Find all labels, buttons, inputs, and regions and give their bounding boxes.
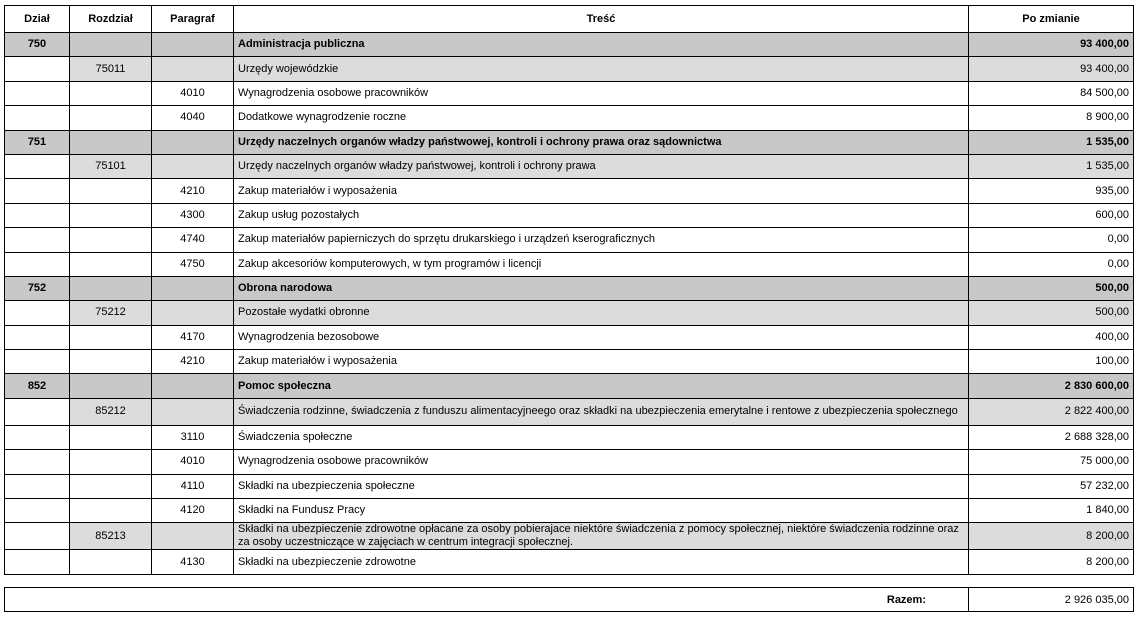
dzial-cell bbox=[5, 425, 70, 449]
budget-table bbox=[4, 5, 1134, 575]
dzial-cell bbox=[5, 474, 70, 498]
tresc-cell: Świadczenia społeczne bbox=[234, 425, 969, 449]
paragraf-cell: 4750 bbox=[152, 252, 234, 276]
paragraf-cell: 4110 bbox=[152, 474, 234, 498]
tresc-cell: Składki na ubezpieczenie zdrowotne opłacane za osoby pobierajace niektóre świadczenia z pomocy społecznej, niektóre świadczenia rodzinne oraz za osoby uczestniczące w zajęciach w centrum integracji społecznej. bbox=[234, 523, 969, 550]
rozdzial-cell: 75212 bbox=[70, 301, 152, 325]
tresc-cell: Zakup materiałów papierniczych do sprzętu drukarskiego i urządzeń kserograficznych bbox=[234, 228, 969, 252]
dzial-cell: 750 bbox=[5, 33, 70, 57]
paragraf-cell bbox=[152, 301, 234, 325]
dzial-cell bbox=[5, 499, 70, 523]
rozdzial-row bbox=[5, 57, 1134, 81]
dzial-row bbox=[5, 130, 1134, 154]
po-zmianie-cell: 93 400,00 bbox=[969, 33, 1134, 57]
paragraf-cell bbox=[152, 374, 234, 398]
dzial-cell bbox=[5, 203, 70, 227]
po-zmianie-cell: 2 688 328,00 bbox=[969, 425, 1134, 449]
paragraf-row bbox=[5, 450, 1134, 474]
tresc-cell: Dodatkowe wynagrodzenie roczne bbox=[234, 106, 969, 130]
rozdzial-cell bbox=[70, 325, 152, 349]
rozdzial-cell bbox=[70, 499, 152, 523]
po-zmianie-cell: 8 200,00 bbox=[969, 523, 1134, 550]
dzial-cell bbox=[5, 81, 70, 105]
table-body bbox=[5, 33, 1134, 575]
rozdzial-cell: 75101 bbox=[70, 154, 152, 178]
paragraf-row bbox=[5, 474, 1134, 498]
po-zmianie-cell: 935,00 bbox=[969, 179, 1134, 203]
rozdzial-row bbox=[5, 398, 1134, 425]
po-zmianie-cell: 1 535,00 bbox=[969, 130, 1134, 154]
rozdzial-cell bbox=[70, 81, 152, 105]
rozdzial-cell bbox=[70, 474, 152, 498]
rozdzial-cell bbox=[70, 450, 152, 474]
tresc-cell: Zakup akcesoriów komputerowych, w tym programów i licencji bbox=[234, 252, 969, 276]
tresc-cell: Zakup usług pozostałych bbox=[234, 203, 969, 227]
rozdzial-cell: 85213 bbox=[70, 523, 152, 550]
tresc-cell: Pomoc społeczna bbox=[234, 374, 969, 398]
rozdzial-row bbox=[5, 154, 1134, 178]
po-zmianie-cell: 1 840,00 bbox=[969, 499, 1134, 523]
dzial-row bbox=[5, 276, 1134, 300]
tresc-cell: Zakup materiałów i wyposażenia bbox=[234, 350, 969, 374]
tresc-cell: Składki na ubezpieczenia społeczne bbox=[234, 474, 969, 498]
paragraf-cell: 4010 bbox=[152, 81, 234, 105]
tresc-cell: Administracja publiczna bbox=[234, 33, 969, 57]
po-zmianie-cell: 100,00 bbox=[969, 350, 1134, 374]
dzial-cell bbox=[5, 523, 70, 550]
po-zmianie-cell: 1 535,00 bbox=[969, 154, 1134, 178]
total-row bbox=[5, 588, 1134, 612]
paragraf-cell bbox=[152, 276, 234, 300]
paragraf-cell: 4120 bbox=[152, 499, 234, 523]
header-row bbox=[5, 6, 1134, 33]
paragraf-row bbox=[5, 203, 1134, 227]
paragraf-row bbox=[5, 81, 1134, 105]
po-zmianie-cell: 0,00 bbox=[969, 228, 1134, 252]
paragraf-cell: 4170 bbox=[152, 325, 234, 349]
po-zmianie-cell: 500,00 bbox=[969, 301, 1134, 325]
total-table bbox=[4, 587, 1134, 612]
paragraf-cell bbox=[152, 57, 234, 81]
po-zmianie-cell: 600,00 bbox=[969, 203, 1134, 227]
rozdzial-cell bbox=[70, 374, 152, 398]
rozdzial-cell bbox=[70, 252, 152, 276]
dzial-cell bbox=[5, 179, 70, 203]
dzial-cell bbox=[5, 301, 70, 325]
tresc-cell: Świadczenia rodzinne, świadczenia z funduszu alimentacyjneego oraz składki na ubezpieczenia emerytalne i rentowe z ubezpieczenia społecznego bbox=[234, 398, 969, 425]
tresc-cell: Wynagrodzenia osobowe pracowników bbox=[234, 450, 969, 474]
rozdzial-row bbox=[5, 523, 1134, 550]
dzial-row bbox=[5, 374, 1134, 398]
dzial-cell: 751 bbox=[5, 130, 70, 154]
rozdzial-cell bbox=[70, 203, 152, 227]
column-header-tresc: Treść bbox=[234, 6, 969, 33]
paragraf-cell bbox=[152, 130, 234, 154]
tresc-cell: Wynagrodzenia bezosobowe bbox=[234, 325, 969, 349]
paragraf-cell bbox=[152, 523, 234, 550]
dzial-cell bbox=[5, 154, 70, 178]
dzial-cell: 752 bbox=[5, 276, 70, 300]
paragraf-cell: 4010 bbox=[152, 450, 234, 474]
po-zmianie-cell: 8 200,00 bbox=[969, 550, 1134, 574]
rozdzial-cell bbox=[70, 276, 152, 300]
dzial-cell bbox=[5, 450, 70, 474]
rozdzial-cell: 75011 bbox=[70, 57, 152, 81]
po-zmianie-cell: 2 822 400,00 bbox=[969, 398, 1134, 425]
column-header-dzial: Dział bbox=[5, 6, 70, 33]
po-zmianie-cell: 75 000,00 bbox=[969, 450, 1134, 474]
paragraf-row bbox=[5, 252, 1134, 276]
column-header-paragraf: Paragraf bbox=[152, 6, 234, 33]
rozdzial-cell bbox=[70, 179, 152, 203]
tresc-cell: Składki na Fundusz Pracy bbox=[234, 499, 969, 523]
paragraf-cell: 3110 bbox=[152, 425, 234, 449]
rozdzial-cell bbox=[70, 425, 152, 449]
tresc-cell: Składki na ubezpieczenie zdrowotne bbox=[234, 550, 969, 574]
dzial-cell: 852 bbox=[5, 374, 70, 398]
tresc-cell: Pozostałe wydatki obronne bbox=[234, 301, 969, 325]
rozdzial-cell bbox=[70, 350, 152, 374]
paragraf-row bbox=[5, 499, 1134, 523]
paragraf-cell: 4210 bbox=[152, 179, 234, 203]
tresc-cell: Zakup materiałów i wyposażenia bbox=[234, 179, 969, 203]
paragraf-cell: 4300 bbox=[152, 203, 234, 227]
paragraf-row bbox=[5, 228, 1134, 252]
dzial-row bbox=[5, 33, 1134, 57]
tresc-cell: Urzędy naczelnych organów władzy państwowej, kontroli i ochrony prawa bbox=[234, 154, 969, 178]
total-label: Razem: bbox=[5, 588, 969, 612]
rozdzial-cell bbox=[70, 106, 152, 130]
po-zmianie-cell: 93 400,00 bbox=[969, 57, 1134, 81]
rozdzial-cell bbox=[70, 33, 152, 57]
paragraf-row bbox=[5, 179, 1134, 203]
rozdzial-cell bbox=[70, 550, 152, 574]
paragraf-row bbox=[5, 425, 1134, 449]
tresc-cell: Urzędy naczelnych organów władzy państwowej, kontroli i ochrony prawa oraz sądownictwa bbox=[234, 130, 969, 154]
tresc-cell: Urzędy wojewódzkie bbox=[234, 57, 969, 81]
paragraf-cell: 4740 bbox=[152, 228, 234, 252]
column-header-rozdzial: Rozdział bbox=[70, 6, 152, 33]
po-zmianie-cell: 2 830 600,00 bbox=[969, 374, 1134, 398]
dzial-cell bbox=[5, 398, 70, 425]
po-zmianie-cell: 400,00 bbox=[969, 325, 1134, 349]
paragraf-cell: 4040 bbox=[152, 106, 234, 130]
paragraf-row bbox=[5, 350, 1134, 374]
dzial-cell bbox=[5, 325, 70, 349]
paragraf-cell bbox=[152, 398, 234, 425]
paragraf-cell: 4130 bbox=[152, 550, 234, 574]
dzial-cell bbox=[5, 106, 70, 130]
po-zmianie-cell: 500,00 bbox=[969, 276, 1134, 300]
po-zmianie-cell: 57 232,00 bbox=[969, 474, 1134, 498]
paragraf-cell: 4210 bbox=[152, 350, 234, 374]
rozdzial-cell: 85212 bbox=[70, 398, 152, 425]
paragraf-cell bbox=[152, 33, 234, 57]
tresc-cell: Obrona narodowa bbox=[234, 276, 969, 300]
paragraf-row bbox=[5, 106, 1134, 130]
po-zmianie-cell: 0,00 bbox=[969, 252, 1134, 276]
column-header-po-zmianie: Po zmianie bbox=[969, 6, 1134, 33]
rozdzial-row bbox=[5, 301, 1134, 325]
dzial-cell bbox=[5, 550, 70, 574]
tresc-cell: Wynagrodzenia osobowe pracowników bbox=[234, 81, 969, 105]
paragraf-row bbox=[5, 550, 1134, 574]
paragraf-cell bbox=[152, 154, 234, 178]
dzial-cell bbox=[5, 252, 70, 276]
po-zmianie-cell: 84 500,00 bbox=[969, 81, 1134, 105]
total-value: 2 926 035,00 bbox=[969, 588, 1134, 612]
rozdzial-cell bbox=[70, 228, 152, 252]
paragraf-row bbox=[5, 325, 1134, 349]
dzial-cell bbox=[5, 228, 70, 252]
dzial-cell bbox=[5, 350, 70, 374]
dzial-cell bbox=[5, 57, 70, 81]
po-zmianie-cell: 8 900,00 bbox=[969, 106, 1134, 130]
rozdzial-cell bbox=[70, 130, 152, 154]
